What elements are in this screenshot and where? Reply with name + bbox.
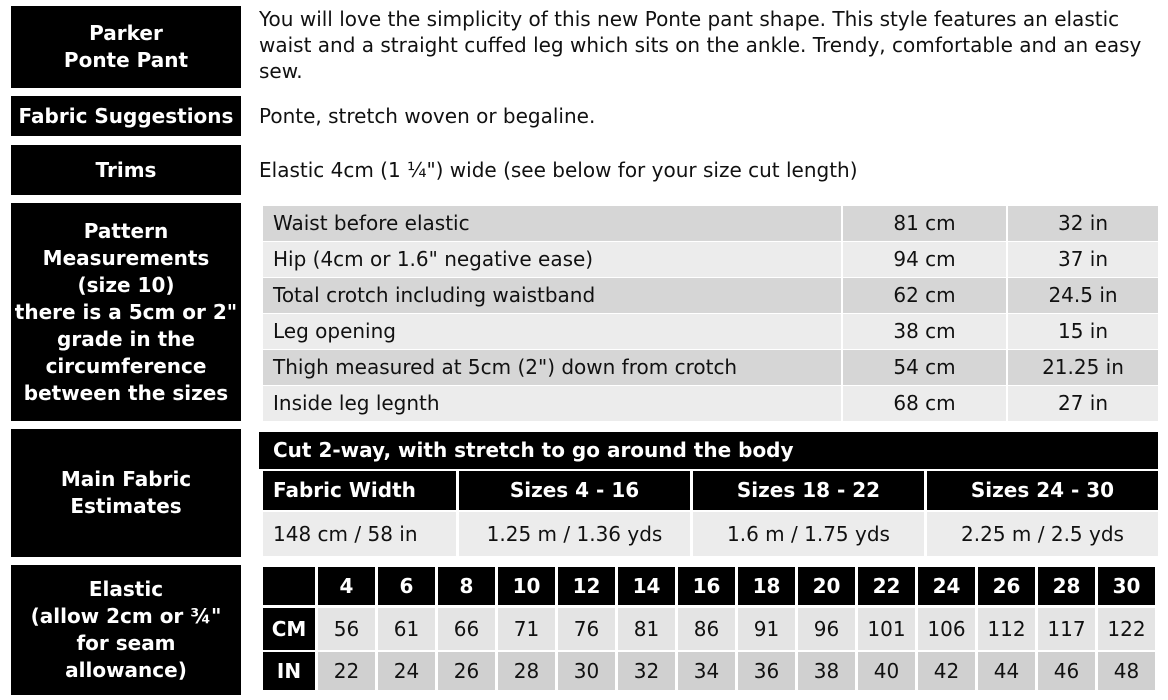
sizes-18-22-value: 1.6 m / 1.75 yds [693,512,924,556]
trims-label: Trims [11,145,241,195]
measurement-name: Total crotch including waistband [273,283,596,307]
measurement-name: Thigh measured at 5cm (2") down from crotch [273,355,738,379]
pattern-measurements-label: Pattern Measurements (size 10) there is a 5cm or 2" grade in the circumference between the sizes [11,203,241,421]
size-header: 18 [738,567,795,605]
measurement-row [263,314,1158,349]
measurement-cm: 94 cm [841,242,1006,277]
size-header: 26 [978,567,1035,605]
elastic-in-value: 30 [558,652,615,690]
size-header: 28 [1038,567,1095,605]
measurement-in: 32 in [1006,206,1158,241]
elastic-in-value: 26 [438,652,495,690]
elastic-corner-cell [263,567,315,605]
size-header: 14 [618,567,675,605]
size-header: 16 [678,567,735,605]
measurement-name: Leg opening [273,319,396,343]
cm-row-label: CM [263,608,315,650]
elastic-cm-value: 61 [378,608,435,650]
measurement-cm: 38 cm [841,314,1006,349]
size-header: 6 [378,567,435,605]
measurement-cm: 81 cm [841,206,1006,241]
measurement-row [263,386,1158,421]
size-header: 24 [918,567,975,605]
size-header: 4 [318,567,375,605]
elastic-label: Elastic (allow 2cm or ¾" for seam allowance) [11,565,241,695]
size-header: 12 [558,567,615,605]
elastic-cm-value: 106 [918,608,975,650]
sizes-4-16-header: Sizes 4 - 16 [459,471,690,510]
trims-text: Elastic 4cm (1 ¼") wide (see below for your size cut length) [259,158,858,182]
elastic-cm-value: 56 [318,608,375,650]
sizes-24-30-value: 2.25 m / 2.5 yds [927,512,1158,556]
fabric-width-value: 148 cm / 58 in [263,512,456,556]
in-row-label: IN [263,652,315,690]
elastic-in-value: 44 [978,652,1035,690]
elastic-cm-value: 66 [438,608,495,650]
elastic-in-value: 40 [858,652,915,690]
elastic-in-value: 48 [1098,652,1155,690]
measurement-row [263,206,1158,241]
sizes-18-22-header: Sizes 18 - 22 [693,471,924,510]
elastic-cm-value: 101 [858,608,915,650]
measurement-in: 21.25 in [1006,350,1158,385]
cut-direction-banner: Cut 2-way, with stretch to go around the body [259,432,1158,469]
elastic-cm-value: 76 [558,608,615,650]
measurement-row [263,350,1158,385]
measurement-cm: 54 cm [841,350,1006,385]
elastic-in-value: 36 [738,652,795,690]
size-header: 20 [798,567,855,605]
elastic-in-value: 38 [798,652,855,690]
elastic-cm-value: 117 [1038,608,1095,650]
measurement-in: 27 in [1006,386,1158,421]
measurement-cm: 62 cm [841,278,1006,313]
title-label: Parker Ponte Pant [11,6,241,88]
elastic-cm-value: 122 [1098,608,1155,650]
elastic-cm-value: 86 [678,608,735,650]
main-fabric-label: Main Fabric Estimates [11,429,241,557]
elastic-in-value: 28 [498,652,555,690]
measurement-in: 15 in [1006,314,1158,349]
elastic-cm-value: 91 [738,608,795,650]
elastic-in-value: 22 [318,652,375,690]
measurement-name: Inside leg legnth [273,391,440,415]
measurement-row [263,278,1158,313]
fabric-suggestions-label: Fabric Suggestions [11,96,241,136]
size-header: 10 [498,567,555,605]
size-header: 8 [438,567,495,605]
elastic-in-value: 34 [678,652,735,690]
measurement-name: Waist before elastic [273,211,470,235]
measurement-in: 24.5 in [1006,278,1158,313]
elastic-in-value: 24 [378,652,435,690]
elastic-in-value: 32 [618,652,675,690]
sizes-24-30-header: Sizes 24 - 30 [927,471,1158,510]
elastic-in-value: 46 [1038,652,1095,690]
measurement-in: 37 in [1006,242,1158,277]
measurement-cm: 68 cm [841,386,1006,421]
elastic-in-value: 42 [918,652,975,690]
description-text: You will love the simplicity of this new Ponte pant shape. This style features an elastic waist and a straight cuffed leg which sits on the ankle. Trendy, comfortable and an easy sew. [259,7,1142,83]
size-header: 22 [858,567,915,605]
elastic-cm-value: 96 [798,608,855,650]
measurement-row [263,242,1158,277]
measurement-name: Hip (4cm or 1.6" negative ease) [273,247,594,271]
elastic-cm-value: 71 [498,608,555,650]
elastic-cm-value: 112 [978,608,1035,650]
size-header: 30 [1098,567,1155,605]
sizes-4-16-value: 1.25 m / 1.36 yds [459,512,690,556]
fabric-width-header: Fabric Width [263,471,456,510]
fabric-suggestions-text: Ponte, stretch woven or begaline. [259,104,596,128]
elastic-cm-value: 81 [618,608,675,650]
